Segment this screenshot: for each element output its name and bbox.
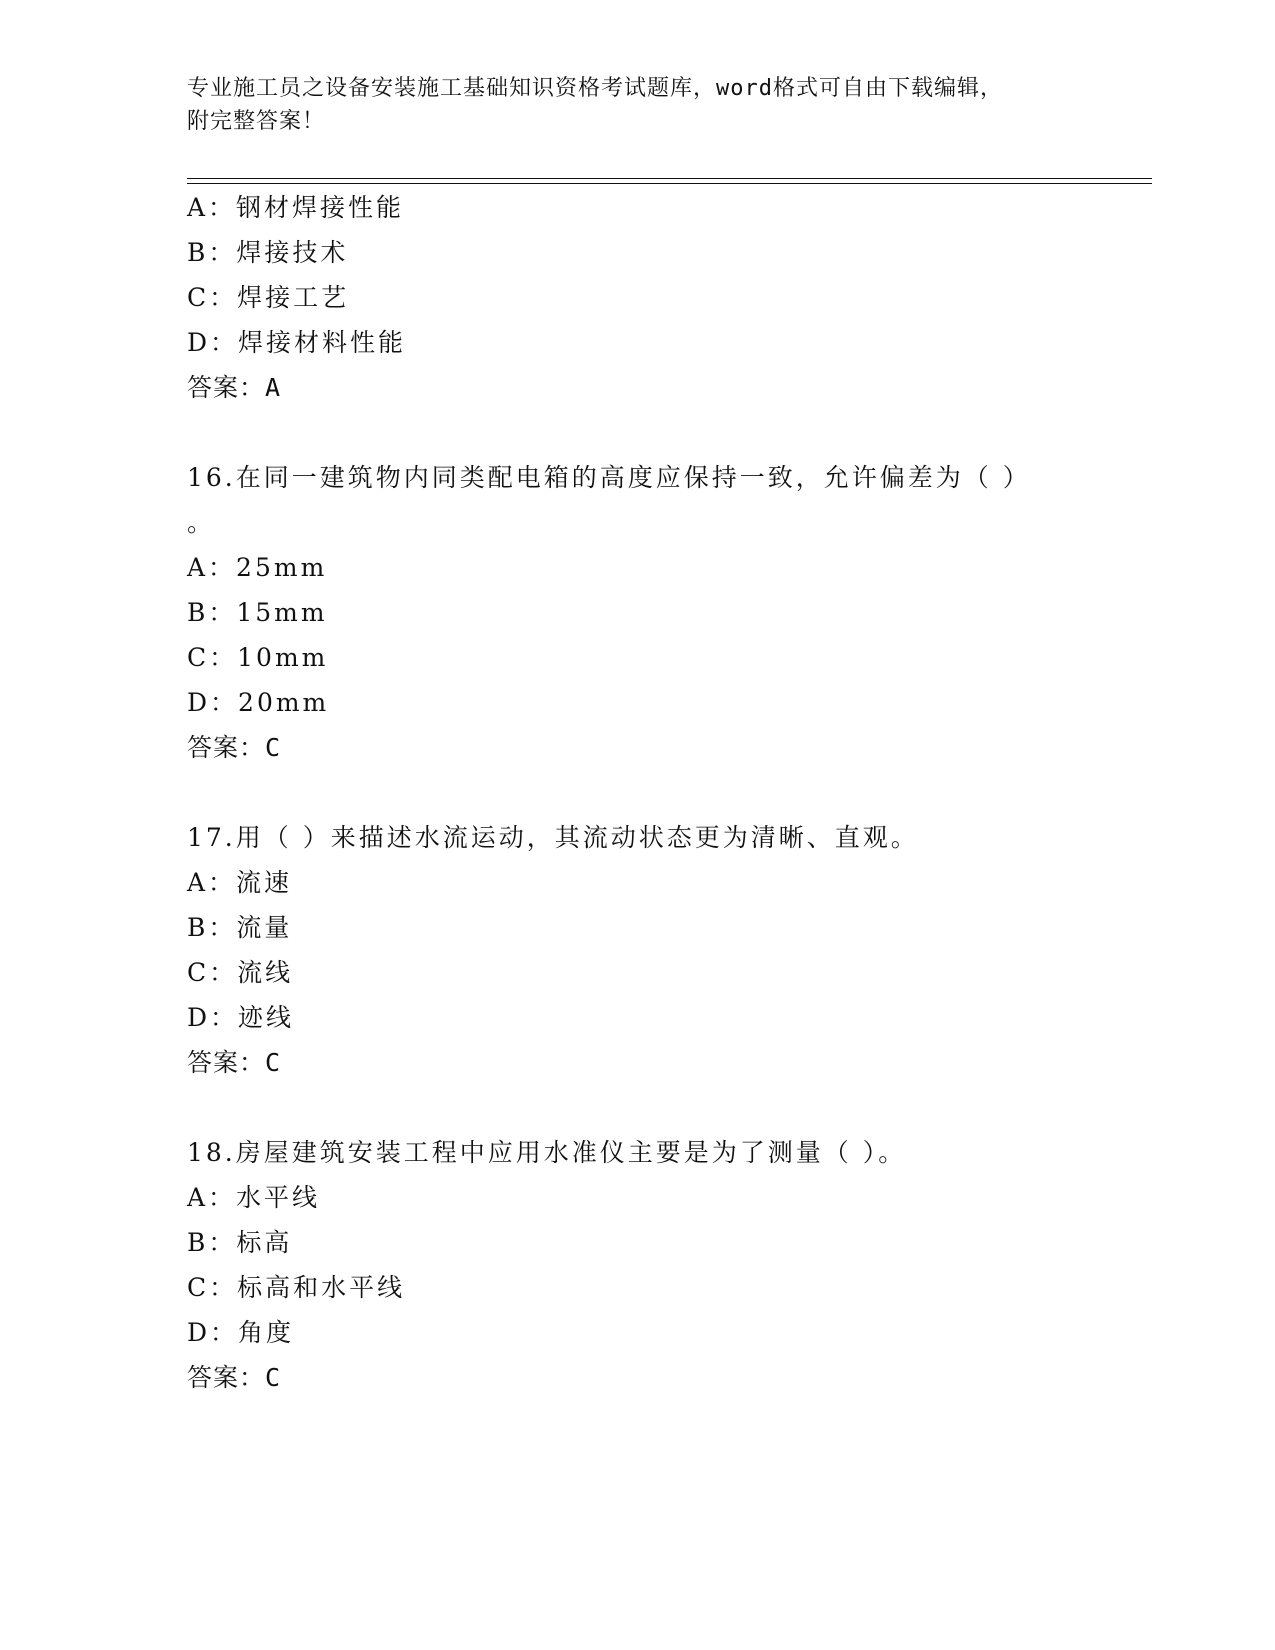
q18-option-c: C：标高和水平线 — [187, 1273, 406, 1302]
q17-option-c: C：流线 — [187, 958, 294, 987]
q16-question-cont: 。 — [187, 508, 216, 537]
q16-question: 16.在同一建筑物内同类配电箱的高度应保持一致，允许偏差为（ ） — [187, 463, 1031, 492]
q16-option-d: D：20mm — [187, 688, 330, 717]
q15-option-d: D：焊接材料性能 — [187, 328, 407, 357]
q17-option-b: B：流量 — [187, 913, 293, 942]
q17-option-a: A：流速 — [187, 868, 293, 897]
q15-option-a: A：钢材焊接性能 — [187, 193, 405, 222]
q15-option-c: C：焊接工艺 — [187, 283, 350, 312]
q18-answer: 答案：C — [187, 1363, 282, 1392]
q18-question: 18.房屋建筑安装工程中应用水准仪主要是为了测量（ ）。 — [187, 1138, 907, 1167]
q17-answer: 答案：C — [187, 1048, 282, 1077]
q18-option-d: D：角度 — [187, 1318, 295, 1347]
header-line-1: 专业施工员之设备安装施工基础知识资格考试题库，word格式可自由下载编辑， — [187, 76, 1003, 101]
q16-answer: 答案：C — [187, 733, 282, 762]
document-header — [187, 72, 1087, 138]
header-divider-top — [187, 178, 1152, 179]
q16-option-b: B：15mm — [187, 598, 328, 627]
q18-option-b: B：标高 — [187, 1228, 293, 1257]
q17-question: 17.用（ ）来描述水流运动，其流动状态更为清晰、直观。 — [187, 823, 919, 852]
q16-option-c: C：10mm — [187, 643, 329, 672]
q17-option-d: D：迹线 — [187, 1003, 295, 1032]
q15-option-b: B：焊接技术 — [187, 238, 349, 267]
header-line-2: 附完整答案！ — [187, 109, 326, 134]
q16-option-a: A：25mm — [187, 553, 328, 582]
q15-answer: 答案：A — [187, 373, 282, 402]
header-divider-bottom — [187, 183, 1152, 184]
q18-option-a: A：水平线 — [187, 1183, 321, 1212]
